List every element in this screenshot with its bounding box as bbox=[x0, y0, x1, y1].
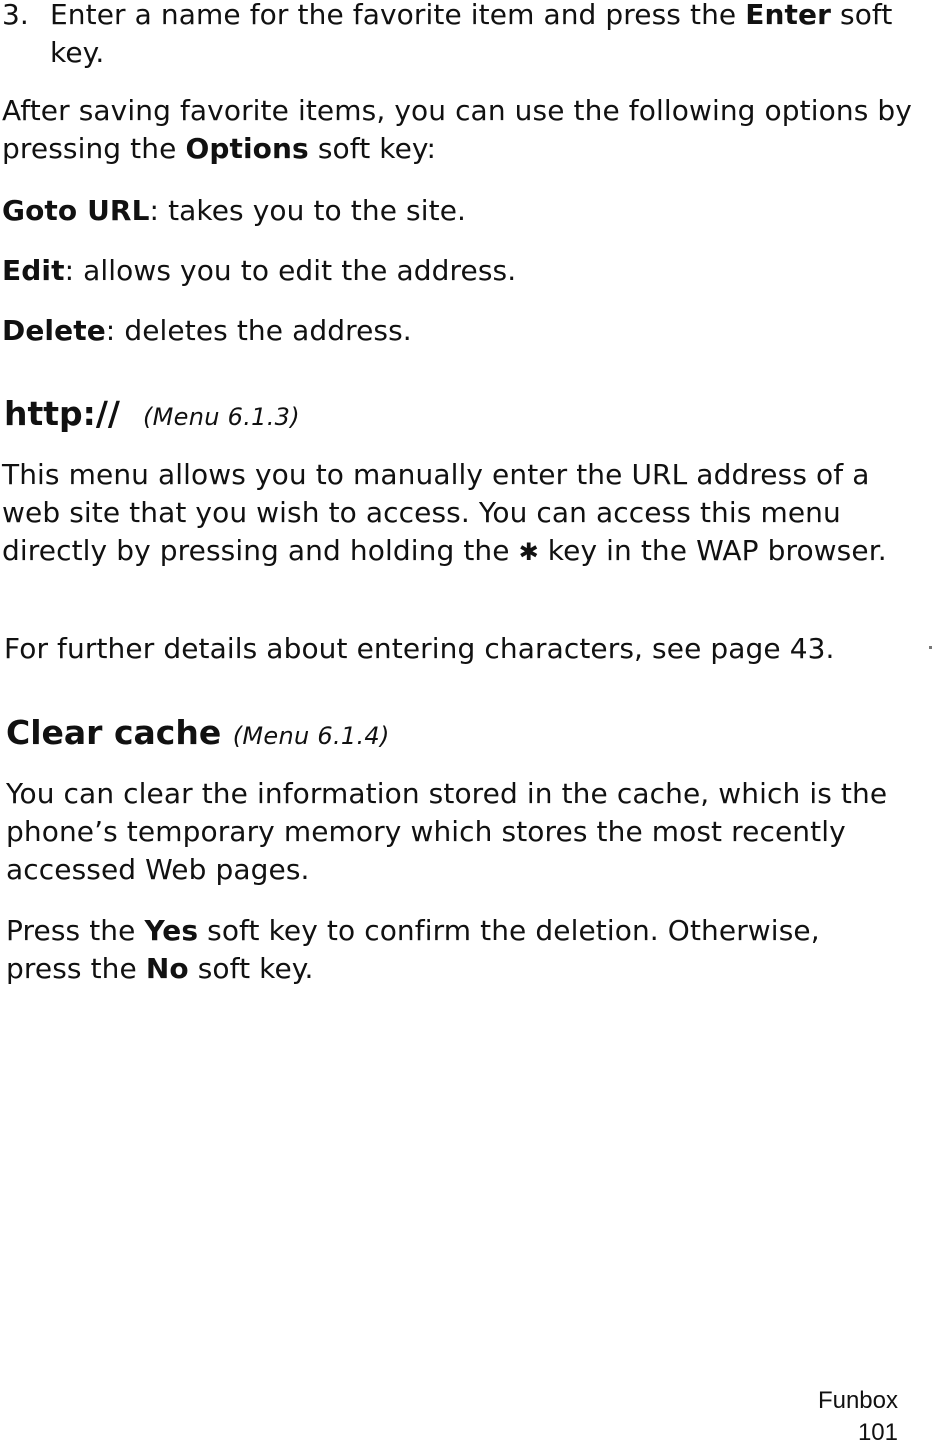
no-key-label: No bbox=[145, 952, 189, 985]
cache-para2-c: soft key. bbox=[188, 952, 314, 985]
option-desc: : deletes the address. bbox=[105, 314, 412, 347]
step-text-before: Enter a name for the favorite item and press the bbox=[50, 0, 746, 31]
option-term: Delete bbox=[2, 314, 106, 347]
step-number: 3. bbox=[2, 0, 29, 31]
cache-paragraph-1: You can clear the information stored in the cache, which is the phone’s temporary memory which stores the most recently accessed Web pages. bbox=[6, 777, 888, 886]
option-goto-url bbox=[2, 192, 466, 230]
http-para1-after: key in the WAP browser. bbox=[538, 534, 887, 567]
cache-para2-a: Press the bbox=[6, 914, 145, 947]
http-heading bbox=[4, 394, 300, 437]
stray-mark bbox=[929, 646, 932, 649]
after-saving-after: soft key: bbox=[308, 132, 437, 165]
http-menu-ref: (Menu 6.1.3) bbox=[142, 403, 300, 431]
clear-cache-title: Clear cache bbox=[6, 713, 222, 752]
step-3 bbox=[2, 0, 922, 76]
enter-key-label: Enter bbox=[745, 0, 831, 31]
option-term: Edit bbox=[2, 254, 65, 287]
cache-paragraph-2 bbox=[6, 912, 886, 988]
step-text bbox=[50, 0, 910, 72]
http-paragraph-2: For further details about entering characters, see page 43. bbox=[4, 632, 835, 665]
footer-section-name: Funbox bbox=[817, 1387, 898, 1414]
clear-cache-menu-ref: (Menu 6.1.4) bbox=[232, 722, 390, 750]
yes-key-label: Yes bbox=[144, 914, 199, 947]
star-key-icon: ✱ bbox=[518, 538, 539, 566]
clear-cache-heading bbox=[6, 713, 390, 756]
footer-page-number: 101 bbox=[857, 1419, 898, 1446]
step-text-after: soft key. bbox=[50, 0, 893, 69]
after-saving-paragraph bbox=[2, 92, 912, 168]
http-title: http:// bbox=[4, 394, 120, 433]
options-key-label: Options bbox=[185, 132, 309, 165]
option-desc: : allows you to edit the address. bbox=[64, 254, 517, 287]
option-edit bbox=[2, 252, 516, 290]
after-saving-before: After saving favorite items, you can use the following options by pressing the bbox=[2, 94, 912, 165]
option-desc: : takes you to the site. bbox=[149, 194, 467, 227]
http-paragraph-1 bbox=[2, 456, 902, 571]
http-para1-before: This menu allows you to manually enter the URL address of a web site that you wish to access. You can access this menu directly by pressing and holding the bbox=[2, 458, 870, 567]
option-term: Goto URL bbox=[2, 194, 150, 227]
option-delete bbox=[2, 312, 412, 350]
cache-para2-b: soft key to confirm the deletion. Otherwise, press the bbox=[6, 914, 820, 985]
